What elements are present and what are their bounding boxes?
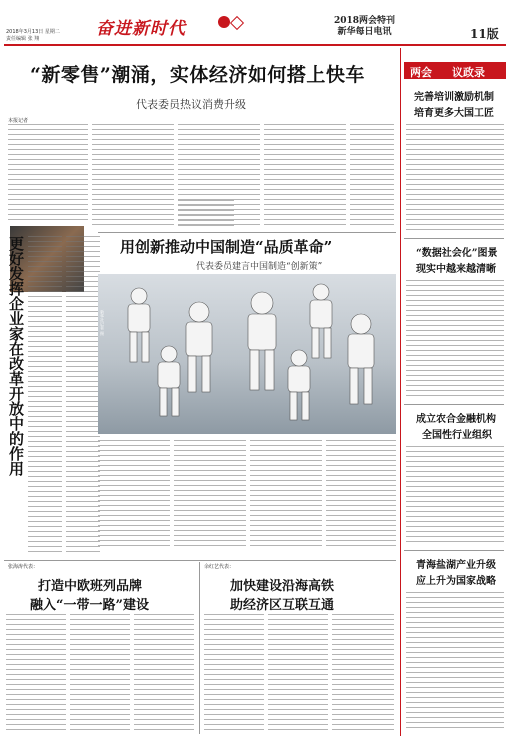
main-headline: “新零售”潮涌，实体经济如何搭上快车: [30, 64, 365, 86]
right-item-3-title-1: 成立农合金融机构: [416, 414, 496, 425]
right-item-4-text: [406, 592, 504, 732]
right-rule: [404, 238, 504, 239]
column-divider: [199, 562, 200, 734]
banner-title: 议政录: [452, 66, 485, 79]
page-number: 11版: [470, 27, 499, 41]
right-item-2-text: [406, 280, 504, 400]
right-item-4-title-2: 应上升为国家战略: [416, 576, 496, 587]
bottom-mid-text: [204, 614, 264, 734]
bottom-mid-headline-1: 加快建设沿海高铁: [230, 579, 335, 594]
right-column-divider: [400, 48, 401, 736]
right-item-2-title-1: “数据社会化”图景: [416, 248, 498, 259]
right-item-3-title-2: 全国性行业组织: [422, 430, 492, 441]
main-byline: 本报记者: [8, 118, 29, 124]
main-story-text: [8, 124, 88, 224]
right-item-1-title-1: 完善培训激励机制: [414, 92, 494, 103]
feature-text: [250, 440, 322, 550]
ornament-icon: [230, 16, 244, 30]
photo-credit: 新华社记者 摄: [100, 310, 105, 336]
special-edition-label: [317, 16, 412, 38]
bottom-left-kicker: 张海涛代表：: [8, 564, 39, 570]
yizhenglu-banner: [404, 62, 506, 79]
sidebar-story-text: [66, 236, 100, 556]
special-line-2: 新华每日电讯: [337, 27, 392, 37]
banner-label: 两会: [410, 66, 432, 79]
bottom-left-text: [70, 614, 130, 734]
right-item-1-title-2: 培育更多大国工匠: [414, 108, 494, 119]
feature-photo: [98, 274, 396, 434]
robots-illustration: [98, 274, 396, 434]
sidebar-vertical-headline: 更好发挥企业家在改革开放中的作用: [7, 236, 25, 476]
masthead-title: 奋进新时代: [96, 19, 186, 39]
main-subhead: 代表委员热议消费升级: [136, 98, 246, 111]
main-story-text: [264, 124, 346, 228]
main-story-text: [92, 124, 174, 228]
bottom-left-headline-2: 融入“一带一路”建设: [30, 598, 149, 613]
bottom-mid-kicker: 余红艺代表：: [204, 564, 235, 570]
editor-line: 责任编辑 张 翔: [6, 36, 40, 42]
feature-text: [98, 440, 170, 550]
feature-rule: [98, 232, 396, 233]
header-rule: [4, 44, 506, 46]
bottom-mid-text: [332, 614, 394, 734]
right-item-2-title-2: 现实中越来越清晰: [416, 264, 496, 275]
main-story-text: [350, 124, 394, 228]
right-item-3-text: [406, 446, 504, 546]
right-item-1-text: [406, 124, 504, 234]
right-rule: [404, 404, 504, 405]
issue-date: 2018年3月13日 星期二: [6, 29, 60, 35]
bottom-left-text: [134, 614, 194, 734]
bottom-left-text: [6, 614, 66, 734]
bottom-mid-text: [268, 614, 328, 734]
feature-text: [326, 440, 396, 550]
right-rule: [404, 550, 504, 551]
feature-text: [174, 440, 246, 550]
feature-subhead: 代表委员建言中国制造“创新策”: [196, 262, 323, 272]
bottom-left-headline-1: 打造中欧班列品牌: [38, 579, 143, 594]
main-story-text: [178, 200, 234, 228]
feature-headline: 用创新推动中国制造“品质革命”: [120, 238, 333, 256]
special-line-1: 2018两会特刊: [333, 16, 396, 26]
bottom-mid-headline-2: 助经济区互联互通: [230, 598, 335, 613]
bottom-rule: [4, 560, 396, 561]
sidebar-story-text: [28, 236, 62, 556]
party-emblem-icon: [218, 16, 230, 28]
right-item-4-title-1: 青海盐湖产业升级: [416, 560, 496, 571]
